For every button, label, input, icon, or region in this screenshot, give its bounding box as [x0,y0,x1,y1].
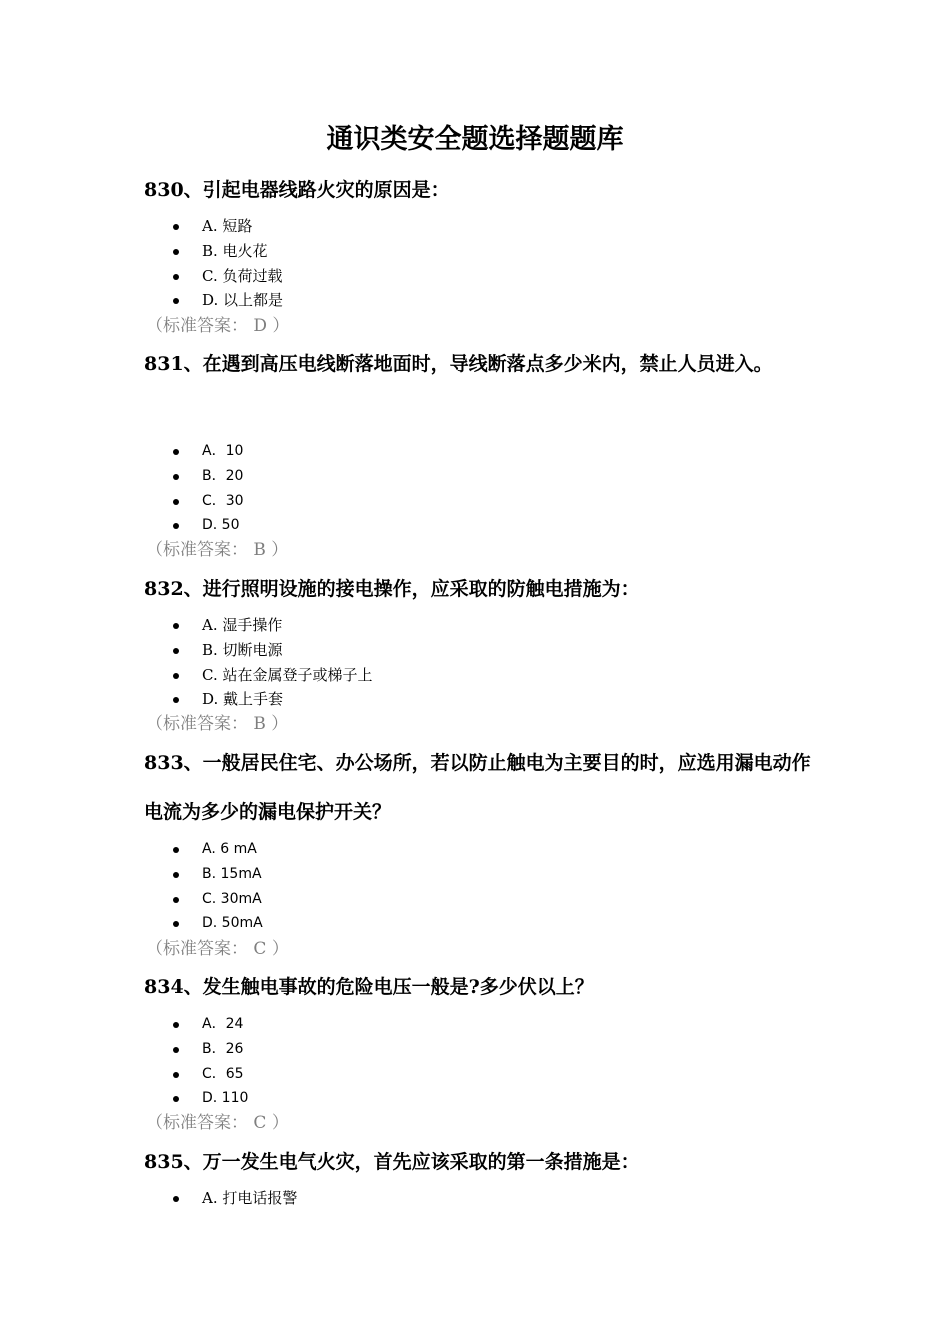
question-title: 833、一般居民住宅、办公场所，若以防止触电为主要目的时，应选用漏电动作电流为多少的漏电保护开关？ [144,752,811,823]
option-item: D. 以上都是 [144,288,283,313]
standard-answer: （标准答案： B ） [146,540,289,560]
option-list [144,1012,248,1111]
page-title: 通识类安全题选择题题库 [326,124,624,155]
option-list [144,439,244,538]
option-item: A．24 [144,1012,248,1037]
option-item: A. 短路 [144,214,283,239]
option-item: B. 电火花 [144,239,283,264]
option-list [144,837,263,936]
option-list [144,214,283,313]
standard-answer: （标准答案： D ） [146,316,290,336]
option-item: D. 戴上手套 [144,687,372,712]
option-item: D. 110 [144,1086,248,1111]
option-list [144,1186,297,1211]
option-item: A. 6 mA [144,837,263,862]
option-item: B．20 [144,464,244,489]
option-item: D. 50 [144,513,244,538]
question-title: 831、在遇到高压电线断落地面时，导线断落点多少米内，禁止人员进入。 [144,353,773,375]
option-list [144,613,372,712]
question-title: 835、万一发生电气火灾，首先应该采取的第一条措施是： [144,1151,640,1173]
option-item: A. 打电话报警 [144,1186,297,1211]
question-title: 830、引起电器线路火灾的原因是： [144,179,450,201]
option-item: C. 负荷过载 [144,264,283,289]
option-item: A. 湿手操作 [144,613,372,638]
option-item: A．10 [144,439,244,464]
option-item: D. 50mA [144,911,263,936]
option-item: C. 30mA [144,887,263,912]
option-item: B. 切断电源 [144,638,372,663]
standard-answer: （标准答案： C ） [146,1113,289,1133]
option-item: C. 站在金属登子或梯子上 [144,663,372,688]
question-title: 832、进行照明设施的接电操作，应采取的防触电措施为： [144,578,640,600]
option-item: C．65 [144,1062,248,1087]
standard-answer: （标准答案： C ） [146,939,289,959]
question-title: 834、发生触电事故的危险电压一般是?多少伏以上？ [144,976,594,998]
option-item: B．26 [144,1037,248,1062]
option-item: B. 15mA [144,862,263,887]
standard-answer: （标准答案： B ） [146,714,289,734]
option-item: C．30 [144,489,244,514]
